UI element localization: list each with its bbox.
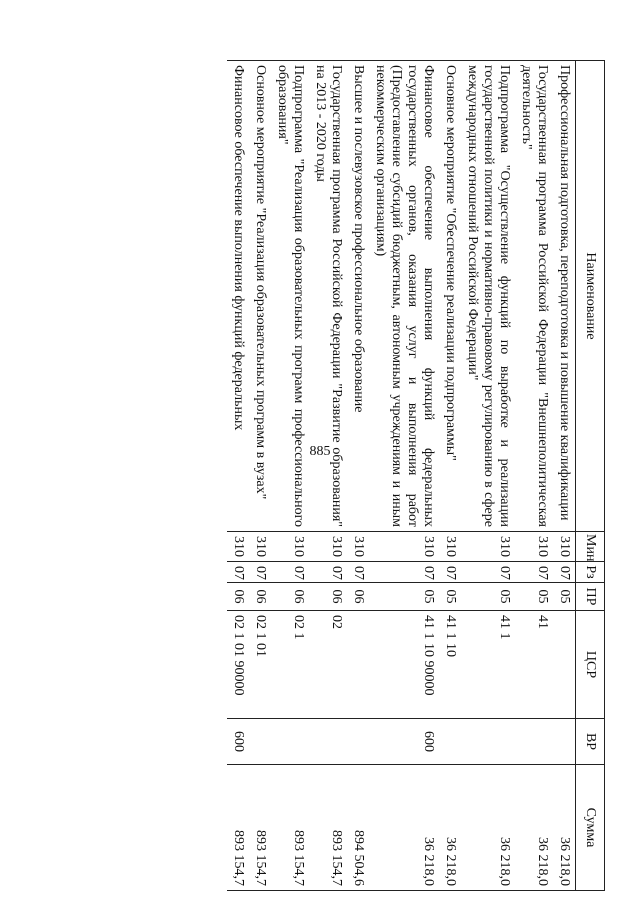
row-name: Государственная программа Российской Федерации "Развитие образования" на 2013 - 2020 годы	[309, 61, 347, 532]
row-min: 310	[515, 532, 553, 562]
row-name: Финансовое обеспечение выполнения функций федеральных	[227, 61, 249, 532]
row-pr: 05	[515, 583, 553, 611]
row-rz: 07	[309, 562, 347, 583]
row-vr	[347, 719, 369, 765]
header-min: Мин	[576, 532, 605, 562]
row-pr: 06	[249, 583, 271, 611]
row-rz: 07	[461, 562, 515, 583]
row-vr	[271, 719, 309, 765]
row-vr	[553, 719, 576, 765]
row-sum: 893 154,7	[309, 765, 347, 891]
row-sum: 36 218,0	[439, 765, 461, 891]
table-header-row	[576, 61, 605, 891]
row-pr: 05	[369, 583, 439, 611]
row-csr: 02 1 01	[249, 611, 271, 719]
row-rz: 07	[347, 562, 369, 583]
row-name: Подпрограмма "Осуществление функций по выработке и реализации государственной политики и нормативно-правовому регулированию в сфере международных отношений Российской Федерации"	[461, 61, 515, 532]
row-sum: 36 218,0	[553, 765, 576, 891]
row-name: Основное мероприятие "Обеспечение реализации подпрограммы"	[439, 61, 461, 532]
table-row	[309, 61, 347, 891]
row-csr: 41 1	[461, 611, 515, 719]
row-rz: 07	[439, 562, 461, 583]
row-pr: 05	[439, 583, 461, 611]
row-min: 310	[227, 532, 249, 562]
table-row	[249, 61, 271, 891]
row-pr: 05	[461, 583, 515, 611]
row-pr: 06	[271, 583, 309, 611]
row-rz: 07	[227, 562, 249, 583]
row-min: 310	[249, 532, 271, 562]
row-min: 310	[309, 532, 347, 562]
row-rz: 07	[515, 562, 553, 583]
row-csr: 41 1 10	[439, 611, 461, 719]
row-name: Высшее и послевузовское профессиональное образование	[347, 61, 369, 532]
header-sum: Сумма	[576, 765, 605, 891]
row-sum: 893 154,7	[227, 765, 249, 891]
row-sum: 36 218,0	[461, 765, 515, 891]
row-csr: 02 1 01 90000	[227, 611, 249, 719]
table-row	[553, 61, 576, 891]
table-row	[227, 61, 249, 891]
row-vr: 600	[227, 719, 249, 765]
row-csr: 02 1	[271, 611, 309, 719]
row-vr	[249, 719, 271, 765]
row-vr	[515, 719, 553, 765]
row-min: 310	[553, 532, 576, 562]
table-row	[369, 61, 439, 891]
row-min: 310	[347, 532, 369, 562]
row-csr	[553, 611, 576, 719]
row-vr	[439, 719, 461, 765]
table-row	[271, 61, 309, 891]
header-name: Наименование	[576, 61, 605, 532]
budget-table	[227, 60, 605, 891]
header-pr: ПР	[576, 583, 605, 611]
rotated-table-container	[77, 60, 605, 890]
row-sum: 36 218,0	[369, 765, 439, 891]
row-rz: 07	[249, 562, 271, 583]
row-rz: 07	[553, 562, 576, 583]
table-row	[347, 61, 369, 891]
row-vr	[309, 719, 347, 765]
table-row	[515, 61, 553, 891]
row-csr: 41 1 10 90000	[369, 611, 439, 719]
row-name: Подпрограмма "Реализация образовательных программ профессионального образования"	[271, 61, 309, 532]
row-sum: 893 154,7	[271, 765, 309, 891]
row-min: 310	[271, 532, 309, 562]
header-rz: Рз	[576, 562, 605, 583]
table-row	[439, 61, 461, 891]
row-sum: 894 504,6	[347, 765, 369, 891]
row-csr: 41	[515, 611, 553, 719]
page-number: 885	[309, 444, 331, 459]
row-sum: 36 218,0	[515, 765, 553, 891]
table-row	[461, 61, 515, 891]
row-rz: 07	[271, 562, 309, 583]
row-pr: 06	[227, 583, 249, 611]
row-sum: 893 154,7	[249, 765, 271, 891]
row-pr: 06	[309, 583, 347, 611]
row-name: Основное мероприятие "Реализация образовательных программ в вузах"	[249, 61, 271, 532]
row-rz: 07	[369, 562, 439, 583]
row-csr	[347, 611, 369, 719]
row-min: 310	[439, 532, 461, 562]
header-csr: ЦСР	[576, 611, 605, 719]
row-min: 310	[461, 532, 515, 562]
header-vr: ВР	[576, 719, 605, 765]
row-pr: 06	[347, 583, 369, 611]
row-name: Профессиональная подготовка, переподготовка и повышение квалификации	[553, 61, 576, 532]
row-csr: 02	[309, 611, 347, 719]
row-name: Государственная программа Российской Федерации "Внешнеполитическая деятельность"	[515, 61, 553, 532]
row-min: 310	[369, 532, 439, 562]
row-name: Финансовое обеспечение выполнения функций федеральных государственных органов, оказания услуг и выполнения работ (Предоставление субсидий бюджетным, автономным учреждениям и иным некоммерческим организациям)	[369, 61, 439, 532]
row-vr	[461, 719, 515, 765]
row-vr: 600	[369, 719, 439, 765]
row-pr: 05	[553, 583, 576, 611]
